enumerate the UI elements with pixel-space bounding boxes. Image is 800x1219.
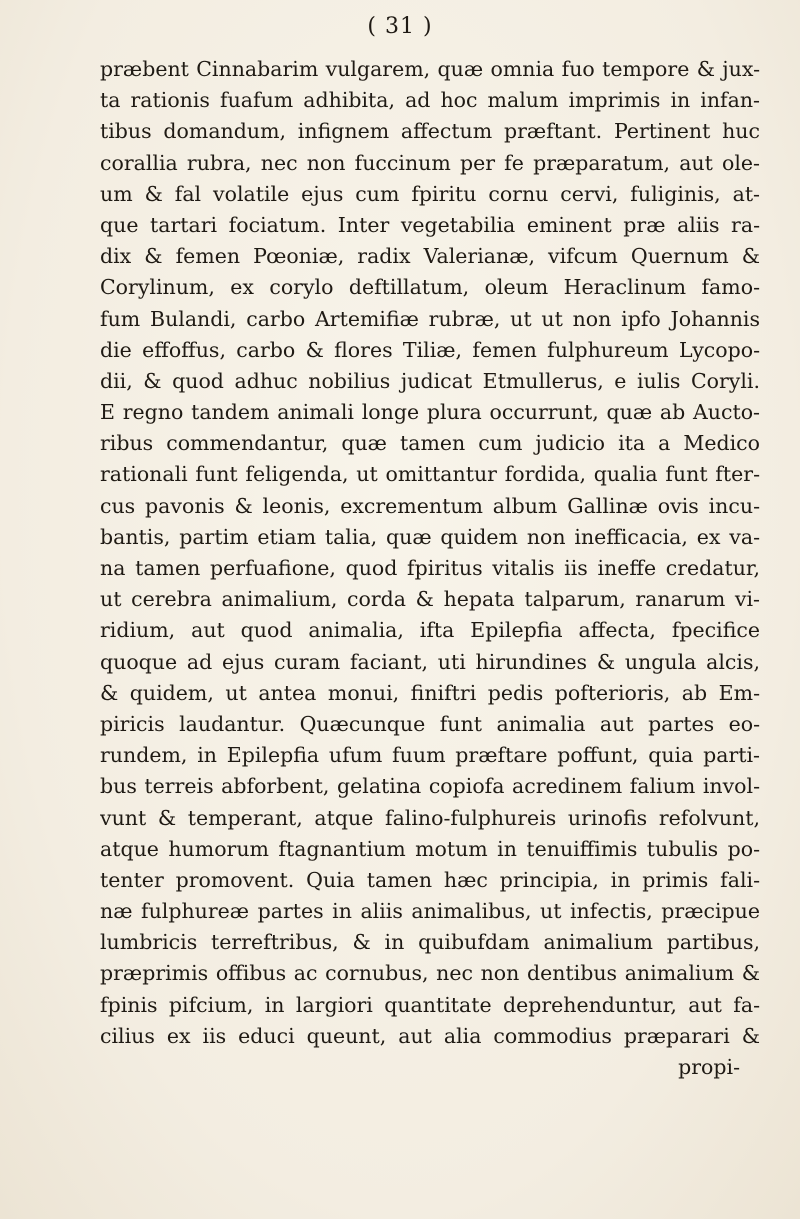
body-text — [100, 54, 760, 1083]
text-line: præprimis offibus ac cornubus, nec non dentibus animalium & — [100, 961, 760, 986]
text-line: fum Bulandi, carbo Artemifiæ rubræ, ut ut non ipfo Johannis — [100, 306, 760, 331]
text-line: Corylinum, ex corylo deftillatum, oleum Heraclinum famo- — [100, 275, 760, 300]
text-line: ribus commendantur, quæ tamen cum judicio ita a Medico — [100, 431, 760, 456]
text-line: bus terreis abforbent, gelatina copiofa acredinem falium invol- — [100, 774, 760, 799]
text-line: que tartari fociatum. Inter vegetabilia eminent præ aliis ra- — [100, 212, 760, 237]
text-line: bantis, partim etiam talia, quæ quidem non inefficacia, ex va- — [100, 524, 760, 549]
text-line: corallia rubra, nec non fuccinum per fe præparatum, aut ole- — [100, 150, 760, 175]
page-number: ( 31 ) — [367, 14, 433, 39]
text-line: na tamen perfuafione, quod fpiritus vitalis iis ineffe credatur, — [100, 556, 760, 580]
text-line: næ fulphureæ partes in aliis animalibus, ut infectis, præcipue — [100, 899, 760, 924]
text-line: ridium, aut quod animalia, ifta Epilepfia affecta, fpecifice — [100, 618, 760, 643]
text-line: rundem, in Epilepfia ufum fuum præftare poffunt, quia parti- — [100, 743, 760, 768]
text-line: um & fal volatile ejus cum fpiritu cornu cervi, fuliginis, at- — [100, 181, 760, 206]
text-line: rationali funt feligenda, ut omittantur fordida, qualia funt fter- — [100, 462, 760, 487]
text-line: tibus domandum, infignem affectum præftant. Pertinent huc — [100, 119, 760, 144]
catchword: propi- — [678, 1055, 740, 1079]
text-line: & quidem, ut antea monui, finiftri pedis pofterioris, ab Em- — [100, 680, 760, 705]
text-line: fpinis pifcium, in largiori quantitate deprehenduntur, aut fa- — [100, 992, 760, 1017]
text-line: atque humorum ftagnantium motum in tenuiffimis tubulis po- — [100, 836, 760, 861]
text-line: vunt & temperant, atque falino-fulphureis urinofis refolvunt, — [100, 805, 760, 830]
text-line: cilius ex iis educi queunt, aut alia commodius præparari & — [100, 1023, 760, 1048]
text-line: dii, & quod adhuc nobilius judicat Etmullerus, e iulis Coryli. — [100, 368, 760, 393]
text-line: præbent Cinnabarim vulgarem, quæ omnia fuo tempore & jux- — [100, 57, 760, 81]
text-line: cus pavonis & leonis, excrementum album Gallinæ ovis incu- — [100, 493, 760, 518]
text-line: die effoffus, carbo & flores Tiliæ, femen fulphureum Lycopo- — [100, 337, 760, 362]
text-line: dix & femen Pœoniæ, radix Valerianæ, vifcum Quernum & — [100, 244, 760, 269]
text-line: tenter promovent. Quia tamen hæc principia, in primis fali- — [100, 867, 760, 892]
text-line: quoque ad ejus curam faciant, uti hirundines & ungula alcis, — [100, 649, 760, 674]
text-line: E regno tandem animali longe plura occurrunt, quæ ab Aucto- — [100, 400, 760, 425]
text-line: lumbricis terreftribus, & in quibufdam animalium partibus, — [100, 930, 760, 955]
text-line: piricis laudantur. Quæcunque funt animalia aut partes eo- — [100, 711, 760, 736]
text-line: ut cerebra animalium, corda & hepata talparum, ranarum vi- — [100, 587, 760, 612]
text-line: ta rationis fuafum adhibita, ad hoc malum imprimis in infan- — [100, 88, 760, 113]
